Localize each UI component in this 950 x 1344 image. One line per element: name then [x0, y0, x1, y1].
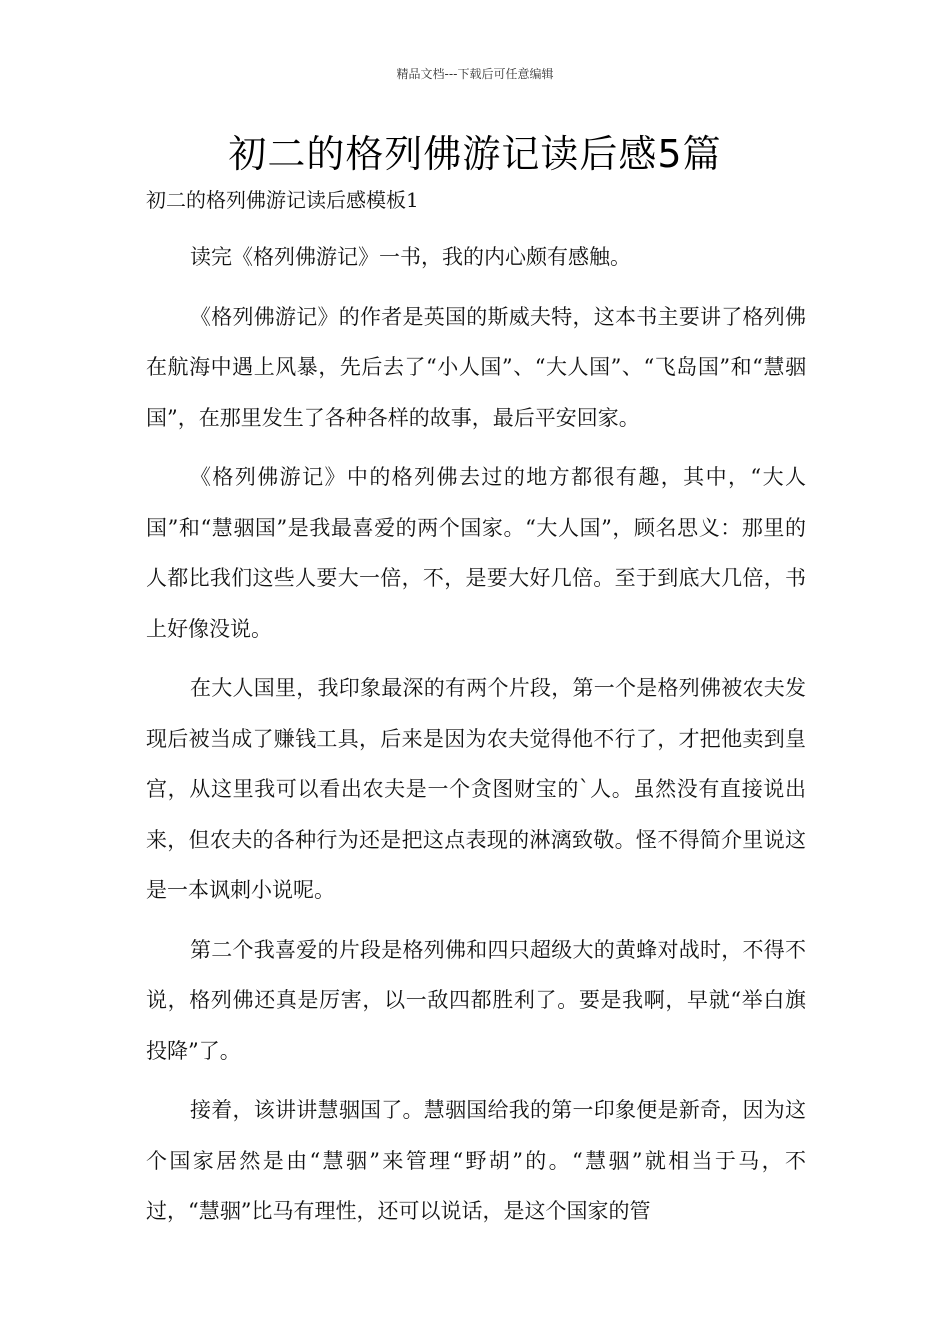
- header-note: 精品文档---下载后可任意编辑: [396, 67, 554, 81]
- document-title: 初二的格列佛游记读后感5篇: [228, 132, 722, 176]
- paragraph: 《格列佛游记》的作者是英国的斯威夫特，这本书主要讲了格列佛在航海中遇上风暴，先后去了“小人国”、“大人国”、“飞岛国”和“慧骃国”，在那里发生了各种各样的故事，最后平安回家。: [146, 304, 806, 430]
- paragraph: 第二个我喜爱的片段是格列佛和四只超级大的黄蜂对战时，不得不说，格列佛还真是厉害，以一敌四都胜利了。要是我啊，早就“举白旗投降”了。: [146, 937, 806, 1063]
- section-subtitle: 初二的格列佛游记读后感模板1: [146, 188, 419, 212]
- body-text: [146, 232, 806, 1246]
- paragraph: 《格列佛游记》中的格列佛去过的地方都很有趣，其中，“大人国”和“慧骃国”是我最喜爱的两个国家。“大人国”，顾名思义：那里的人都比我们这些人要大一倍，不，是要大好几倍。至于到底大几倍，书上好像没说。: [146, 465, 806, 641]
- paragraph: 在大人国里，我印象最深的有两个片段，第一个是格列佛被农夫发现后被当成了赚钱工具，后来是因为农夫觉得他不行了，才把他卖到皇宫，从这里我可以看出农夫是一个贪图财宝的`人。虽然没有直接说出来，但农夫的各种行为还是把这点表现的淋漓致敬。怪不得简介里说这是一本讽刺小说呢。: [146, 676, 806, 902]
- paragraph: 读完《格列佛游记》一书，我的内心颇有感触。: [190, 245, 631, 269]
- paragraph: 接着，该讲讲慧骃国了。慧骃国给我的第一印象便是新奇，因为这个国家居然是由“慧骃”来管理“野胡”的。“慧骃”就相当于马，不过，“慧骃”比马有理性，还可以说话，是这个国家的管: [146, 1098, 806, 1223]
